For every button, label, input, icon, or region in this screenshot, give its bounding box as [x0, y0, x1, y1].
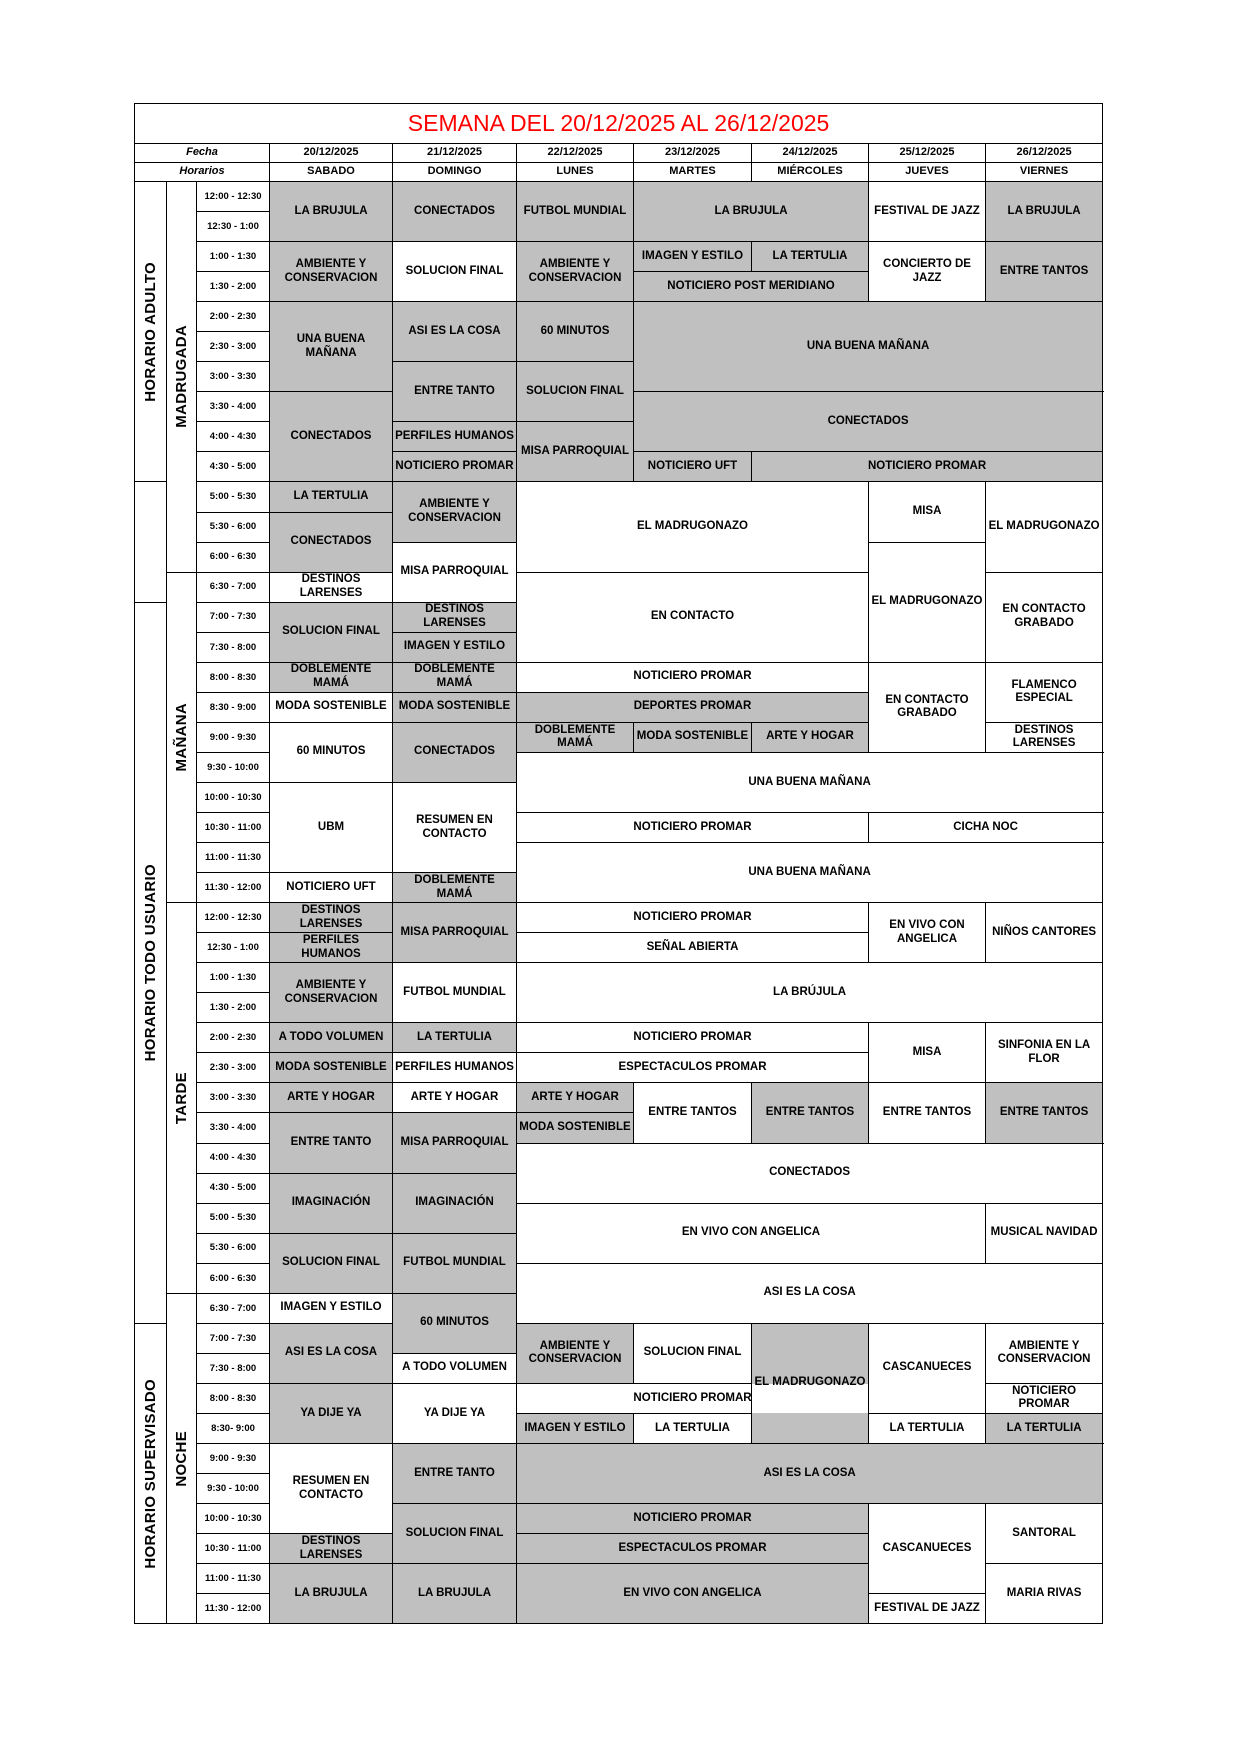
program-cell: IMAGINACIÓN — [393, 1173, 517, 1233]
program-cell: ASI ES LA COSA — [270, 1323, 393, 1383]
section-label — [135, 1323, 167, 1623]
day-header: DOMINGO — [393, 163, 517, 182]
program-cell: ASI ES LA COSA — [517, 1443, 1103, 1503]
program-cell: NOTICIERO PROMAR — [393, 452, 517, 482]
program-cell: NOTICIERO PROMAR — [517, 903, 869, 933]
time-slot: 7:30 - 8:00 — [197, 632, 270, 662]
program-cell: CONECTADOS — [393, 722, 517, 782]
program-cell: ASI ES LA COSA — [393, 302, 517, 362]
time-slot: 7:00 - 7:30 — [197, 602, 270, 632]
program-cell: MODA SOSTENIBLE — [517, 1113, 634, 1143]
section-label-text: HORARIO ADULTO — [141, 261, 159, 402]
time-slot: 8:30- 9:00 — [197, 1413, 270, 1443]
program-cell: LA BRUJULA — [634, 182, 869, 242]
time-slot: 3:30 - 4:00 — [197, 1113, 270, 1143]
program-cell: CONECTADOS — [634, 392, 1103, 452]
program-cell: AMBIENTE Y CONSERVACION — [986, 1323, 1103, 1383]
program-cell: DOBLEMENTE MAMÁ — [270, 662, 393, 692]
program-cell: ESPECTACULOS PROMAR — [517, 1053, 869, 1083]
program-cell: ENTRE TANTO — [270, 1113, 393, 1173]
program-cell: NOTICIERO PROMAR — [517, 1023, 869, 1053]
date-header: 23/12/2025 — [634, 144, 752, 163]
section-spacer — [135, 482, 167, 602]
time-slot: 11:00 - 11:30 — [197, 1564, 270, 1594]
program-cell: DOBLEMENTE MAMÁ — [393, 873, 517, 903]
program-cell: SANTORAL — [986, 1504, 1103, 1564]
time-slot: 3:00 - 3:30 — [197, 1083, 270, 1113]
program-cell: AMBIENTE Y CONSERVACION — [393, 482, 517, 542]
time-slot: 11:30 - 12:00 — [197, 873, 270, 903]
program-cell: MISA — [869, 482, 986, 542]
program-cell: DESTINOS LARENSES — [986, 722, 1103, 752]
time-slot: 9:00 - 9:30 — [197, 722, 270, 752]
program-cell: SOLUCION FINAL — [634, 1323, 752, 1383]
fecha-label-text: Fecha — [186, 146, 218, 159]
program-cell: NOTICIERO PROMAR — [986, 1383, 1103, 1413]
program-cell: ARTE Y HOGAR — [517, 1083, 634, 1113]
program-cell: ENTRE TANTOS — [986, 242, 1103, 302]
program-cell: ARTE Y HOGAR — [393, 1083, 517, 1113]
date-header: 24/12/2025 — [752, 144, 869, 163]
program-cell: FUTBOL MUNDIAL — [517, 182, 634, 242]
time-slot: 1:00 - 1:30 — [197, 963, 270, 993]
day-header: SABADO — [270, 163, 393, 182]
program-cell: UNA BUENA MAÑANA — [634, 302, 1103, 392]
program-cell: LA BRUJULA — [270, 182, 393, 242]
time-slot: 2:30 - 3:00 — [197, 332, 270, 362]
program-cell: IMAGEN Y ESTILO — [270, 1293, 393, 1323]
program-cell: ARTE Y HOGAR — [752, 722, 869, 752]
date-header: 26/12/2025 — [986, 144, 1103, 163]
program-cell: PERFILES HUMANOS — [270, 933, 393, 963]
day-header: MARTES — [634, 163, 752, 182]
program-cell: SOLUCION FINAL — [270, 602, 393, 662]
time-slot: 12:30 - 1:00 — [197, 933, 270, 963]
program-cell: CONECTADOS — [270, 512, 393, 572]
program-cell: LA TERTULIA — [634, 1413, 752, 1443]
time-slot: 9:30 - 10:00 — [197, 1474, 270, 1504]
section-label-text: HORARIO TODO USUARIO — [141, 864, 159, 1062]
time-slot: 10:30 - 11:00 — [197, 1534, 270, 1564]
day-header: VIERNES — [986, 163, 1103, 182]
program-cell: FESTIVAL DE JAZZ — [869, 182, 986, 242]
time-slot: 12:00 - 12:30 — [197, 182, 270, 212]
time-slot: 9:00 - 9:30 — [197, 1443, 270, 1473]
program-cell: NOTICIERO PROMAR — [517, 812, 869, 842]
program-cell: DESTINOS LARENSES — [270, 1534, 393, 1564]
program-cell: A TODO VOLUMEN — [270, 1023, 393, 1053]
program-cell: UNA BUENA MAÑANA — [517, 752, 1103, 812]
time-slot: 8:00 - 8:30 — [197, 662, 270, 692]
program-cell: EL MADRUGONAZO — [517, 482, 869, 572]
program-cell: AMBIENTE Y CONSERVACION — [270, 963, 393, 1023]
program-cell: FUTBOL MUNDIAL — [393, 1233, 517, 1293]
period-label-text: MADRUGADA — [172, 325, 190, 429]
program-cell: ENTRE TANTOS — [869, 1083, 986, 1143]
program-cell: EN CONTACTO GRABADO — [869, 662, 986, 752]
program-cell: EN VIVO CON ANGELICA — [517, 1564, 869, 1624]
program-cell: NOTICIERO PROMAR — [517, 1383, 869, 1413]
date-header: 22/12/2025 — [517, 144, 634, 163]
program-cell: ENTRE TANTOS — [986, 1083, 1103, 1143]
program-cell: 60 MINUTOS — [393, 1293, 517, 1353]
program-cell: SOLUCION FINAL — [270, 1233, 393, 1293]
time-slot: 4:30 - 5:00 — [197, 1173, 270, 1203]
time-slot: 3:00 - 3:30 — [197, 362, 270, 392]
day-header: LUNES — [517, 163, 634, 182]
time-slot: 10:00 - 10:30 — [197, 1504, 270, 1534]
time-slot: 4:00 - 4:30 — [197, 1143, 270, 1173]
program-cell: MODA SOSTENIBLE — [270, 692, 393, 722]
time-slot: 4:30 - 5:00 — [197, 452, 270, 482]
program-cell: CONECTADOS — [517, 1143, 1103, 1203]
program-cell: SINFONIA EN LA FLOR — [986, 1023, 1103, 1083]
time-slot: 2:00 - 2:30 — [197, 302, 270, 332]
time-slot: 5:00 - 5:30 — [197, 482, 270, 512]
date-header: 21/12/2025 — [393, 144, 517, 163]
program-cell: EN VIVO CON ANGELICA — [517, 1203, 986, 1263]
program-cell: FESTIVAL DE JAZZ — [869, 1594, 986, 1624]
time-slot: 6:00 - 6:30 — [197, 1263, 270, 1293]
program-cell: MODA SOSTENIBLE — [634, 722, 752, 752]
program-cell: MODA SOSTENIBLE — [393, 692, 517, 722]
horarios-label-text: Horarios — [179, 165, 225, 178]
program-cell: NOTICIERO UFT — [634, 452, 752, 482]
program-cell: EL MADRUGONAZO — [869, 542, 986, 662]
program-cell: CONECTADOS — [270, 392, 393, 482]
section-label-text: HORARIO SUPERVISADO — [141, 1378, 159, 1569]
program-cell: CONECTADOS — [393, 182, 517, 242]
time-slot: 1:00 - 1:30 — [197, 242, 270, 272]
program-cell: ENTRE TANTO — [393, 362, 517, 422]
program-cell: DOBLEMENTE MAMÁ — [393, 662, 517, 692]
program-cell: SOLUCION FINAL — [393, 242, 517, 302]
program-cell: FLAMENCO ESPECIAL — [986, 662, 1103, 722]
period-label — [167, 1293, 197, 1624]
program-cell: PERFILES HUMANOS — [393, 1053, 517, 1083]
time-slot: 11:00 - 11:30 — [197, 843, 270, 873]
program-cell: SOLUCION FINAL — [393, 1504, 517, 1564]
program-cell: DESTINOS LARENSES — [393, 602, 517, 632]
program-cell: MISA PARROQUIAL — [393, 542, 517, 602]
time-slot: 12:30 - 1:00 — [197, 212, 270, 242]
program-cell: ESPECTACULOS PROMAR — [517, 1534, 869, 1564]
program-cell: CONCIERTO DE JAZZ — [869, 242, 986, 302]
program-cell: DESTINOS LARENSES — [270, 903, 393, 933]
day-header: MIÉRCOLES — [752, 163, 869, 182]
time-slot: 8:00 - 8:30 — [197, 1383, 270, 1413]
section-label — [135, 182, 167, 482]
program-cell: CASCANUECES — [869, 1504, 986, 1594]
program-cell: SEÑAL ABIERTA — [517, 933, 869, 963]
period-label-text: TARDE — [172, 1071, 190, 1124]
period-label — [167, 572, 197, 903]
time-slot: 6:30 - 7:00 — [197, 1293, 270, 1323]
program-cell: IMAGINACIÓN — [270, 1173, 393, 1233]
program-cell: DESTINOS LARENSES — [270, 572, 393, 602]
section-label — [135, 602, 167, 1323]
program-cell: FUTBOL MUNDIAL — [393, 963, 517, 1023]
time-slot: 2:00 - 2:30 — [197, 1023, 270, 1053]
program-cell: ENTRE TANTO — [393, 1443, 517, 1503]
program-cell: NOTICIERO PROMAR — [517, 1504, 869, 1534]
program-cell: ARTE Y HOGAR — [270, 1083, 393, 1113]
program-cell: LA BRÚJULA — [517, 963, 1103, 1023]
program-cell: LA TERTULIA — [752, 242, 869, 272]
program-cell: ENTRE TANTOS — [634, 1083, 752, 1143]
page-title: SEMANA DEL 20/12/2025 AL 26/12/2025 — [135, 104, 1103, 144]
program-cell: A TODO VOLUMEN — [393, 1353, 517, 1383]
period-label-text: MAÑANA — [172, 703, 190, 772]
time-slot: 3:30 - 4:00 — [197, 392, 270, 422]
program-cell: AMBIENTE Y CONSERVACION — [270, 242, 393, 302]
time-slot: 8:30 - 9:00 — [197, 692, 270, 722]
time-slot: 6:30 - 7:00 — [197, 572, 270, 602]
program-cell: LA TERTULIA — [869, 1413, 986, 1443]
time-slot: 6:00 - 6:30 — [197, 542, 270, 572]
time-slot: 7:00 - 7:30 — [197, 1323, 270, 1353]
program-cell: ASI ES LA COSA — [517, 1263, 1103, 1323]
program-cell: AMBIENTE Y CONSERVACION — [517, 1323, 634, 1383]
program-cell: MISA PARROQUIAL — [393, 1113, 517, 1173]
horarios-label — [135, 163, 270, 182]
program-cell: EL MADRUGONAZO — [986, 482, 1103, 572]
time-slot: 1:30 - 2:00 — [197, 272, 270, 302]
time-slot: 11:30 - 12:00 — [197, 1594, 270, 1624]
time-slot: 12:00 - 12:30 — [197, 903, 270, 933]
program-cell: UBM — [270, 782, 393, 872]
time-slot: 5:00 - 5:30 — [197, 1203, 270, 1233]
program-cell: NOTICIERO PROMAR — [752, 452, 1103, 482]
program-cell: DEPORTES PROMAR — [517, 692, 869, 722]
program-cell: DOBLEMENTE MAMÁ — [517, 722, 634, 752]
program-cell: UNA BUENA MAÑANA — [270, 302, 393, 392]
program-cell: NOTICIERO UFT — [270, 873, 393, 903]
program-cell: 60 MINUTOS — [517, 302, 634, 362]
date-header: 25/12/2025 — [869, 144, 986, 163]
program-cell: SOLUCION FINAL — [517, 362, 634, 422]
program-cell: MARIA RIVAS — [986, 1564, 1103, 1624]
period-label — [167, 182, 197, 573]
time-slot: 7:30 - 8:00 — [197, 1353, 270, 1383]
program-cell: MISA PARROQUIAL — [393, 903, 517, 963]
program-cell: CICHA NOC — [869, 812, 1103, 842]
fecha-label — [135, 144, 270, 163]
program-cell: IMAGEN Y ESTILO — [393, 632, 517, 662]
program-cell: NOTICIERO PROMAR — [517, 662, 869, 692]
period-label-text: NOCHE — [172, 1430, 190, 1487]
program-cell: MISA PARROQUIAL — [517, 422, 634, 482]
program-cell: EL MADRUGONAZO — [752, 1323, 869, 1443]
day-header: JUEVES — [869, 163, 986, 182]
program-cell: RESUMEN EN CONTACTO — [270, 1443, 393, 1533]
time-slot: 5:30 - 6:00 — [197, 1233, 270, 1263]
program-cell: MODA SOSTENIBLE — [270, 1053, 393, 1083]
schedule-table — [134, 103, 1103, 1624]
program-cell: CASCANUECES — [869, 1323, 986, 1413]
program-cell: MUSICAL NAVIDAD — [986, 1203, 1103, 1263]
schedule-grid — [134, 103, 1102, 1624]
program-cell: EN CONTACTO GRABADO — [986, 572, 1103, 662]
time-slot: 10:30 - 11:00 — [197, 812, 270, 842]
period-label — [167, 903, 197, 1294]
program-cell: PERFILES HUMANOS — [393, 422, 517, 452]
program-cell: EN CONTACTO — [517, 572, 869, 662]
time-slot: 9:30 - 10:00 — [197, 752, 270, 782]
program-cell: NOTICIERO POST MERIDIANO — [634, 272, 869, 302]
program-cell: 60 MINUTOS — [270, 722, 393, 782]
program-cell: YA DIJE YA — [270, 1383, 393, 1443]
program-cell: NIÑOS CANTORES — [986, 903, 1103, 963]
program-cell: EN VIVO CON ANGELICA — [869, 903, 986, 963]
time-slot: 5:30 - 6:00 — [197, 512, 270, 542]
program-cell: UNA BUENA MAÑANA — [517, 843, 1103, 903]
program-cell: LA TERTULIA — [270, 482, 393, 512]
time-slot: 1:30 - 2:00 — [197, 993, 270, 1023]
date-header: 20/12/2025 — [270, 144, 393, 163]
time-slot: 4:00 - 4:30 — [197, 422, 270, 452]
program-cell: IMAGEN Y ESTILO — [517, 1413, 634, 1443]
program-cell: LA TERTULIA — [986, 1413, 1103, 1443]
program-cell: LA TERTULIA — [393, 1023, 517, 1053]
program-cell: LA BRUJULA — [393, 1564, 517, 1624]
program-cell: ENTRE TANTOS — [752, 1083, 869, 1143]
program-cell: LA BRUJULA — [986, 182, 1103, 242]
program-cell: MISA — [869, 1023, 986, 1083]
time-slot: 2:30 - 3:00 — [197, 1053, 270, 1083]
time-slot: 10:00 - 10:30 — [197, 782, 270, 812]
program-cell: IMAGEN Y ESTILO — [634, 242, 752, 272]
program-cell: YA DIJE YA — [393, 1383, 517, 1443]
program-cell: AMBIENTE Y CONSERVACION — [517, 242, 634, 302]
program-cell: RESUMEN EN CONTACTO — [393, 782, 517, 872]
program-cell: LA BRUJULA — [270, 1564, 393, 1624]
